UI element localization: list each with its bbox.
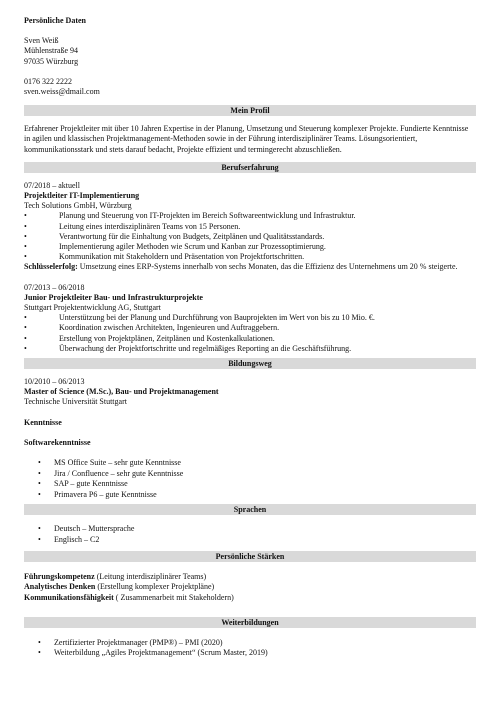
strength-text: ( Zusammenarbeit mit Stakeholdern) <box>113 592 234 602</box>
job-period: 07/2013 – 06/2018 <box>24 282 85 292</box>
profile-text: Erfahrener Projektleiter mit über 10 Jahren Expertise in der Planung, Umsetzung und Steuerung komplexer Projekte. Fundierte Kenntnisse in agilen und klassischen Projektmanagement-Methoden sowie in der Führung interdisziplinärer Teams. Lösungsorientiert, kommunikationsstark und stets darauf bedacht, Projekte effizient und termingerecht abzuschließen. <box>24 124 469 154</box>
strength-text: (Erstellung komplexer Projektpläne) <box>95 582 215 592</box>
strength-text: (Leitung interdisziplinärer Teams) <box>94 572 207 582</box>
education-heading: Bildungsweg <box>24 358 476 369</box>
experience-heading: Berufserfahrung <box>24 162 476 173</box>
strength-label: Kommunikationsfähigkeit <box>24 592 114 602</box>
cv-content <box>24 16 476 659</box>
software-heading: Softwarekenntnisse <box>24 437 91 447</box>
personal-city: 97035 Würzburg <box>24 56 79 66</box>
job-company: Tech Solutions GmbH, Würzburg <box>24 201 132 211</box>
list-item: • Englisch – C2 <box>24 535 476 546</box>
profile-heading: Mein Profil <box>24 105 476 116</box>
strength-label: Führungskompetenz <box>24 572 95 582</box>
strength-item <box>24 593 476 603</box>
strengths-list <box>24 572 476 603</box>
personal-email: sven.weiss@dmail.com <box>24 87 100 97</box>
list-item: • Zertifizierter Projektmanager (PMP®) – PMI (2020) <box>24 638 476 649</box>
highlight-text: Umsetzung eines ERP-Systems innerhalb von sechs Monaten, das die Effizienz des Unternehmens um 20 % steigerte. <box>77 262 458 272</box>
strength-item <box>24 582 476 592</box>
list-item: • Kommunikation mit Stakeholdern und Präsentation von Projektfortschritten. <box>24 252 476 262</box>
strengths-heading: Persönliche Stärken <box>24 551 476 562</box>
job-bullets <box>24 313 476 354</box>
strength-item <box>24 572 476 582</box>
job-company: Stuttgart Projektentwicklung AG, Stuttgart <box>24 303 161 313</box>
software-list <box>24 458 476 500</box>
education-degree: Master of Science (M.Sc.), Bau- und Projektmanagement <box>24 387 219 397</box>
list-item: • Verantwortung für die Einhaltung von Budgets, Zeitplänen und Qualitätsstandards. <box>24 232 476 242</box>
education-period: 10/2010 – 06/2013 <box>24 377 85 387</box>
languages-list <box>24 524 476 545</box>
list-item: • SAP – gute Kenntnisse <box>24 479 476 490</box>
languages-heading: Sprachen <box>24 504 476 515</box>
job-entry <box>24 181 476 273</box>
job-title: Projektleiter IT-Implementierung <box>24 191 140 201</box>
education-entry <box>24 377 476 408</box>
list-item: • Koordination zwischen Architekten, Ingenieuren und Auftraggebern. <box>24 323 476 333</box>
personal-name: Sven Weiß <box>24 36 59 46</box>
knowledge-heading: Kenntnisse <box>24 417 62 427</box>
personal-heading: Persönliche Daten <box>24 16 86 25</box>
job-entry <box>24 283 476 354</box>
job-bullets <box>24 211 476 262</box>
list-item: • Überwachung der Projektfortschritte und regelmäßiges Reporting an die Geschäftsführung. <box>24 344 476 354</box>
list-item: • Erstellung von Projektplänen, Zeitplänen und Kostenkalkulationen. <box>24 334 476 344</box>
training-list <box>24 638 476 659</box>
personal-section <box>24 16 476 97</box>
list-item: • MS Office Suite – sehr gute Kenntnisse <box>24 458 476 469</box>
job-period: 07/2018 – aktuell <box>24 180 80 190</box>
list-item: • Planung und Steuerung von IT-Projekten im Bereich Softwareentwicklung und Infrastruktur. <box>24 211 476 221</box>
job-highlight <box>24 262 476 272</box>
list-item: • Jira / Confluence – sehr gute Kenntnisse <box>24 469 476 480</box>
highlight-label: Schlüsselerfolg: <box>24 262 78 272</box>
personal-street: Mühlenstraße 94 <box>24 46 78 56</box>
job-title: Junior Projektleiter Bau- und Infrastrukturprojekte <box>24 292 203 302</box>
list-item: • Deutsch – Muttersprache <box>24 524 476 535</box>
list-item: • Primavera P6 – gute Kenntnisse <box>24 490 476 501</box>
training-heading: Weiterbildungen <box>24 617 476 628</box>
list-item: • Leitung eines interdisziplinären Teams von 15 Personen. <box>24 222 476 232</box>
strength-label: Analytisches Denken <box>24 582 96 592</box>
education-school: Technische Universität Stuttgart <box>24 397 127 407</box>
personal-phone: 0176 322 2222 <box>24 76 72 86</box>
list-item: • Unterstützung bei der Planung und Durchführung von Bauprojekten im Wert von bis zu 10 Mio. €. <box>24 313 476 323</box>
list-item: • Weiterbildung „Agiles Projektmanagement“ (Scrum Master, 2019) <box>24 648 476 659</box>
list-item: • Implementierung agiler Methoden wie Scrum und Kanban zur Prozessoptimierung. <box>24 242 476 252</box>
